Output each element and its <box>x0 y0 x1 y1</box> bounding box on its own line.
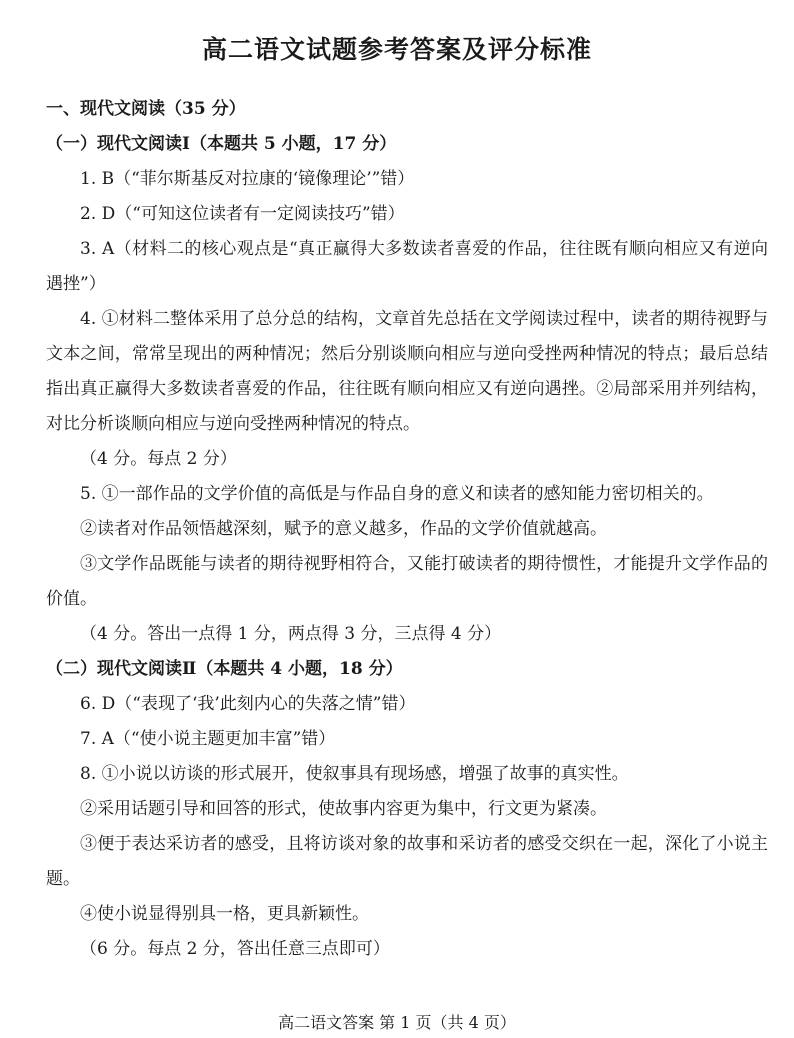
answer-q8-point-1: 8. ①小说以访谈的形式展开，使叙事具有现场感，增强了故事的真实性。 <box>80 764 629 784</box>
answer-q2: 2. D（“可知这位读者有一定阅读技巧”错） <box>80 204 405 224</box>
score-note-q5: （4 分。答出一点得 1 分，两点得 3 分，三点得 4 分） <box>80 624 502 644</box>
answer-q5-point-2: ②读者对作品领悟越深刻，赋予的意义越多，作品的文学价值就越高。 <box>80 519 607 539</box>
answer-q8-point-2: ②采用话题引导和回答的形式，使故事内容更为集中，行文更为紧凑。 <box>80 799 607 819</box>
answer-q7: 7. A（“使小说主题更加丰富”错） <box>80 729 336 749</box>
part-heading-reading-2: （二）现代文阅读Ⅱ（本题共 4 小题，18 分） <box>46 659 403 679</box>
answer-q5-point-3: ③文学作品既能与读者的期待视野相符合，又能打破读者的期待惯性，才能提升文学作品的价值。 <box>46 554 768 609</box>
score-note-q4: （4 分。每点 2 分） <box>80 449 237 469</box>
page-footer: 高二语文答案 第 1 页（共 4 页） <box>278 1013 516 1032</box>
score-note-q8: （6 分。每点 2 分，答出任意三点即可） <box>80 939 390 959</box>
answer-q5-point-1: 5. ①一部作品的文学价值的高低是与作品自身的意义和读者的感知能力密切相关的。 <box>80 484 714 504</box>
answer-q8-point-4: ④使小说显得别具一格，更具新颖性。 <box>80 904 369 924</box>
answer-q6: 6. D（“表现了‘我’此刻内心的失落之情”错） <box>80 694 416 714</box>
answer-q4: 4. ①材料二整体采用了总分总的结构，文章首先总括在文学阅读过程中，读者的期待视野与文本之间，常常呈现出的两种情况；然后分别谈顺向相应与逆向受挫两种情况的特点；最后总结指出真正赢得大多数读者喜爱的作品，往往既有顺向相应又有逆向遇挫。②局部采用并列结构，对比分析谈顺向相应与逆向受挫两种情况的特点。 <box>46 309 768 434</box>
answer-q3: 3. A（材料二的核心观点是“真正赢得大多数读者喜爱的作品，往往既有顺向相应又有逆向遇挫”） <box>46 239 768 294</box>
answer-q1: 1. B（“菲尔斯基反对拉康的‘镜像理论’”错） <box>80 169 415 189</box>
document-title: 高二语文试题参考答案及评分标准 <box>201 35 592 64</box>
answer-q8-point-3: ③便于表达采访者的感受，且将访谈对象的故事和采访者的感受交织在一起，深化了小说主题。 <box>46 834 768 889</box>
section-heading-modern-reading: 一、现代文阅读（35 分） <box>46 99 246 119</box>
part-heading-reading-1: （一）现代文阅读Ⅰ（本题共 5 小题，17 分） <box>46 134 397 154</box>
answer-content <box>46 92 768 967</box>
